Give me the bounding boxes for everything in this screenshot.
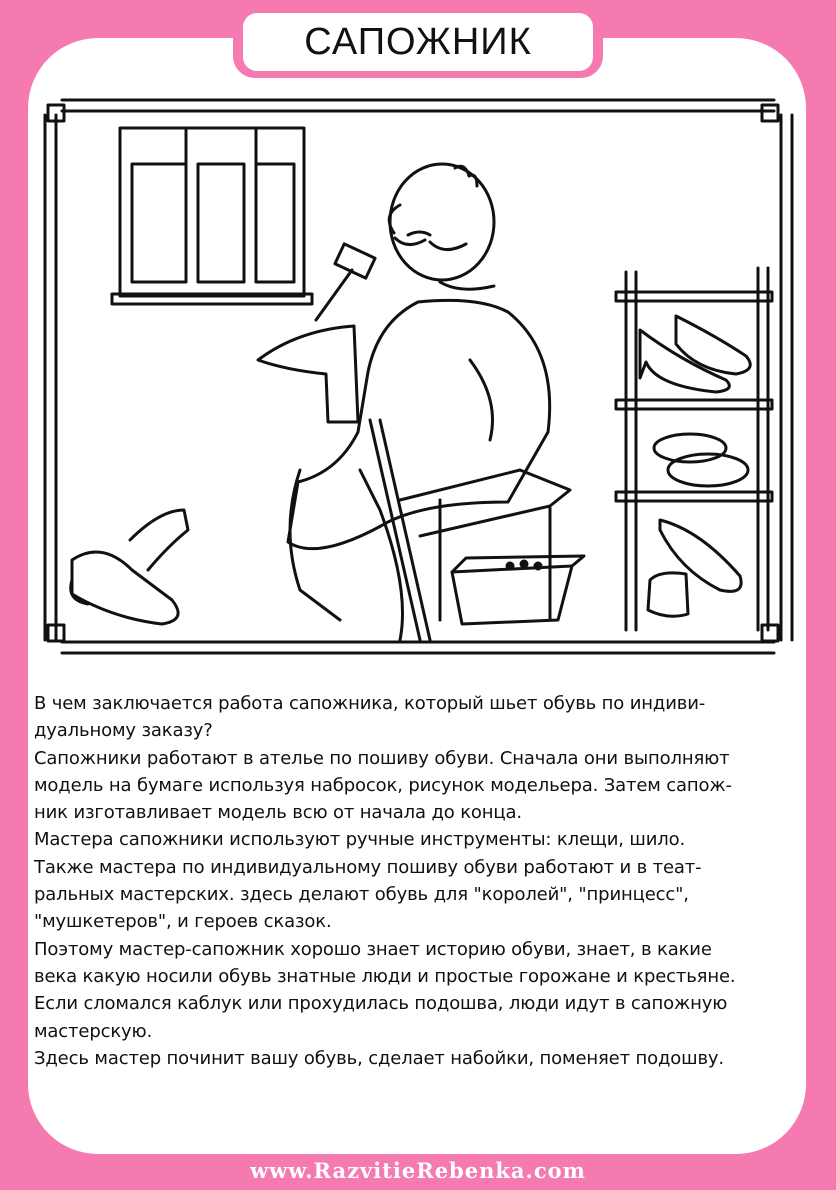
picture-frame [45, 100, 792, 653]
text-line: Поэтому мастер-сапожник хорошо знает историю обуви, знает, в какие [34, 938, 712, 960]
text-line: "мушкетеров", и героев сказок. [34, 911, 332, 933]
text-line: Если сломался каблук или прохудилась подошва, люди идут в сапожную [34, 993, 728, 1015]
nail-box [452, 556, 584, 624]
text-line: дуальному заказу? [34, 720, 213, 742]
article-text [34, 690, 804, 1072]
text-line: Здесь мастер починит вашу обувь, сделает набойки, поменяет подошву. [34, 1047, 725, 1069]
text-line: Также мастера по индивидуальному пошиву обуви работают и в теат- [34, 856, 702, 878]
loose-shoe [71, 510, 188, 624]
text-line: ральных мастерских. здесь делают обувь для "королей", "принцесс", [34, 884, 689, 906]
text-line: ник изготавливает модель всю от начала до конца. [34, 802, 522, 824]
window [112, 128, 312, 304]
page-title: САПОЖНИК [243, 13, 593, 71]
shoe-shelf [616, 268, 772, 630]
text-line: модель на бумаге используя набросок, рисунок модельера. Затем сапож- [34, 774, 732, 796]
footer-website: www.RazvitieRebenka.com [250, 1158, 586, 1183]
text-line: мастерскую. [34, 1020, 153, 1042]
text-line: Мастера сапожники используют ручные инструменты: клещи, шило. [34, 829, 686, 851]
text-line: В чем заключается работа сапожника, который шьет обувь по индиви- [34, 693, 706, 714]
text-line: Сапожники работают в ателье по пошиву обуви. Сначала они выполняют [34, 747, 730, 769]
text-line: века какую носили обувь знатные люди и простые горожане и крестьяне. [34, 965, 736, 987]
